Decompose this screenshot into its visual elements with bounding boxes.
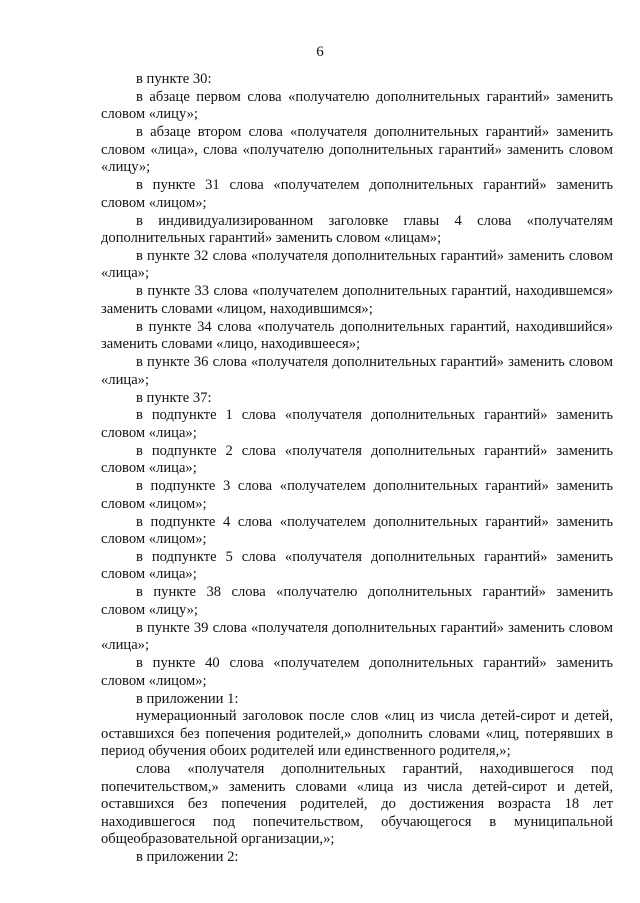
paragraph-item-36: в пункте 36 слова «получателя дополнительных гарантий» заменить словом «лица»;: [101, 354, 613, 388]
paragraph-item-34: в пункте 34 слова «получатель дополнительных гарантий, находившийся» заменить словами «лицо, находившееся»;: [101, 318, 613, 353]
paragraph-item-40: в пункте 40 слова «получателем дополнительных гарантий» заменить словом «лицом»;: [101, 655, 613, 689]
document-body: [101, 71, 613, 867]
paragraph-item-38: в пункте 38 слова «получателю дополнительных гарантий» заменить словом «лицу»;: [101, 584, 613, 618]
paragraph-appendix-1-heading: нумерационный заголовок после слов «лиц из числа детей-сирот и детей, оставшихся без попечения родителей,» дополнить словами «лиц, потерявших в период обучения обоих родителей или единственного родителя,»;: [101, 708, 613, 760]
paragraph-subitem-3: в подпункте 3 слова «получателем дополнительных гарантий» заменить словом «лицом»;: [101, 478, 613, 512]
paragraph-abzac-1: в абзаце первом слова «получателю дополнительных гарантий» заменить словом «лицу»;: [101, 88, 613, 123]
paragraph-item-32: в пункте 32 слова «получателя дополнительных гарантий» заменить словом «лица»;: [101, 247, 613, 282]
paragraph-abzac-2: в абзаце втором слова «получателя дополнительных гарантий» заменить словом «лица», слова «получателю дополнительных гарантий» заменить словом «лицу»;: [101, 124, 613, 176]
paragraph-subitem-5: в подпункте 5 слова «получателя дополнительных гарантий» заменить словом «лица»;: [101, 548, 613, 583]
paragraph-chapter-4-heading: в индивидуализированном заголовке главы 4 слова «получателям дополнительных гарантий» заменить словом «лицам»;: [101, 212, 613, 247]
paragraph-item-37: в пункте 37:: [136, 389, 212, 406]
paragraph-appendix-1-words: слова «получателя дополнительных гарантий, находившегося под попечительством,» заменить словами «лица из числа детей-сирот и детей, оставшихся без попечения родителей, до достижения возраста 18 лет находившегося под попечительством, обучающегося в муниципальной общеобразовательной организации,»;: [101, 761, 613, 848]
paragraph-item-33: в пункте 33 слова «получателем дополнительных гарантий, находившемся» заменить словами «лицом, находившимся»;: [101, 283, 613, 317]
paragraph-subitem-2: в подпункте 2 слова «получателя дополнительных гарантий» заменить словом «лица»;: [101, 442, 613, 477]
paragraph-subitem-4: в подпункте 4 слова «получателем дополнительных гарантий» заменить словом «лицом»;: [101, 513, 613, 548]
paragraph-subitem-1: в подпункте 1 слова «получателя дополнительных гарантий» заменить словом «лица»;: [101, 407, 613, 441]
paragraph-item-30: в пункте 30:: [136, 71, 212, 87]
paragraph-item-31: в пункте 31 слова «получателем дополнительных гарантий» заменить словом «лицом»;: [101, 177, 613, 211]
paragraph-appendix-1: в приложении 1:: [136, 690, 239, 707]
paragraph-item-39: в пункте 39 слова «получателя дополнительных гарантий» заменить словом «лица»;: [101, 619, 613, 654]
page-number: 6: [316, 44, 324, 60]
paragraph-appendix-2: в приложении 2:: [136, 849, 239, 866]
